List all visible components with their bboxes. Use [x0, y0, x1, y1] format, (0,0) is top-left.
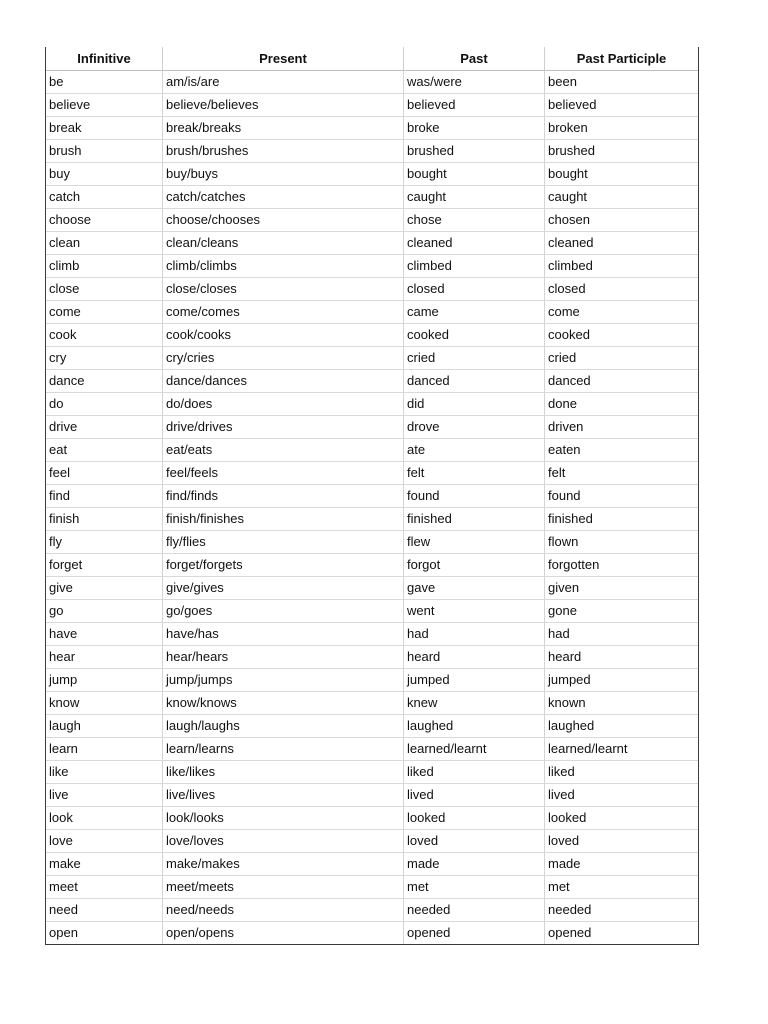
cell-past-participle: cooked: [545, 324, 698, 347]
table-row: [46, 186, 698, 209]
cell-present: make/makes: [163, 853, 404, 876]
cell-infinitive: jump: [46, 669, 163, 692]
cell-past: met: [404, 876, 545, 899]
cell-present: look/looks: [163, 807, 404, 830]
cell-past: danced: [404, 370, 545, 393]
cell-infinitive: know: [46, 692, 163, 715]
cell-past-participle: given: [545, 577, 698, 600]
table-row: [46, 508, 698, 531]
verb-table-sheet: [45, 47, 697, 945]
cell-infinitive: need: [46, 899, 163, 922]
table-row: [46, 393, 698, 416]
cell-infinitive: give: [46, 577, 163, 600]
cell-infinitive: open: [46, 922, 163, 944]
table-row: [46, 853, 698, 876]
cell-infinitive: do: [46, 393, 163, 416]
cell-past-participle: lived: [545, 784, 698, 807]
cell-past-participle: met: [545, 876, 698, 899]
table-row: [46, 117, 698, 140]
cell-infinitive: find: [46, 485, 163, 508]
table-row: [46, 347, 698, 370]
cell-past-participle: closed: [545, 278, 698, 301]
table-row: [46, 577, 698, 600]
table-row: [46, 600, 698, 623]
cell-past: finished: [404, 508, 545, 531]
table-row: [46, 232, 698, 255]
cell-past: made: [404, 853, 545, 876]
cell-past: felt: [404, 462, 545, 485]
column-header-present: Present: [163, 47, 404, 71]
cell-infinitive: look: [46, 807, 163, 830]
cell-present: laugh/laughs: [163, 715, 404, 738]
table-row: [46, 324, 698, 347]
cell-present: buy/buys: [163, 163, 404, 186]
cell-present: clean/cleans: [163, 232, 404, 255]
cell-past: forgot: [404, 554, 545, 577]
cell-past-participle: felt: [545, 462, 698, 485]
cell-present: have/has: [163, 623, 404, 646]
cell-present: learn/learns: [163, 738, 404, 761]
cell-past-participle: danced: [545, 370, 698, 393]
cell-infinitive: make: [46, 853, 163, 876]
cell-infinitive: meet: [46, 876, 163, 899]
cell-present: am/is/are: [163, 71, 404, 94]
cell-past-participle: jumped: [545, 669, 698, 692]
cell-present: know/knows: [163, 692, 404, 715]
table-row: [46, 94, 698, 117]
cell-past: heard: [404, 646, 545, 669]
cell-present: break/breaks: [163, 117, 404, 140]
cell-past-participle: found: [545, 485, 698, 508]
cell-present: fly/flies: [163, 531, 404, 554]
cell-infinitive: be: [46, 71, 163, 94]
cell-infinitive: hear: [46, 646, 163, 669]
cell-present: find/finds: [163, 485, 404, 508]
cell-infinitive: like: [46, 761, 163, 784]
table-row: [46, 830, 698, 853]
cell-present: live/lives: [163, 784, 404, 807]
table-row: [46, 807, 698, 830]
table-row: [46, 462, 698, 485]
cell-infinitive: come: [46, 301, 163, 324]
table-header: [46, 47, 698, 71]
header-row: [46, 47, 698, 71]
cell-infinitive: finish: [46, 508, 163, 531]
cell-past-participle: known: [545, 692, 698, 715]
cell-present: cry/cries: [163, 347, 404, 370]
cell-past: cooked: [404, 324, 545, 347]
cell-present: like/likes: [163, 761, 404, 784]
table-row: [46, 209, 698, 232]
table-row: [46, 416, 698, 439]
cell-infinitive: go: [46, 600, 163, 623]
cell-infinitive: laugh: [46, 715, 163, 738]
cell-past-participle: done: [545, 393, 698, 416]
cell-past-participle: finished: [545, 508, 698, 531]
cell-present: forget/forgets: [163, 554, 404, 577]
column-header-infinitive: Infinitive: [46, 47, 163, 71]
cell-past-participle: heard: [545, 646, 698, 669]
cell-infinitive: break: [46, 117, 163, 140]
cell-infinitive: close: [46, 278, 163, 301]
cell-past: liked: [404, 761, 545, 784]
table-row: [46, 439, 698, 462]
cell-past: came: [404, 301, 545, 324]
column-header-past-participle: Past Participle: [545, 47, 698, 71]
cell-past: climbed: [404, 255, 545, 278]
cell-past: drove: [404, 416, 545, 439]
cell-past: learned/learnt: [404, 738, 545, 761]
cell-infinitive: live: [46, 784, 163, 807]
cell-infinitive: believe: [46, 94, 163, 117]
cell-past-participle: opened: [548, 925, 592, 940]
cell-present: believe/believes: [163, 94, 404, 117]
cell-present: hear/hears: [163, 646, 404, 669]
cell-past-participle: been: [545, 71, 698, 94]
table-row: [46, 692, 698, 715]
cell-past: closed: [404, 278, 545, 301]
cell-infinitive: climb: [46, 255, 163, 278]
cell-past-participle: broken: [545, 117, 698, 140]
table-row: [46, 140, 698, 163]
cell-infinitive: dance: [46, 370, 163, 393]
cell-past: needed: [404, 899, 545, 922]
cell-past-participle: climbed: [545, 255, 698, 278]
cell-infinitive: eat: [46, 439, 163, 462]
cell-infinitive: fly: [46, 531, 163, 554]
table-row: [46, 163, 698, 186]
cell-infinitive: clean: [46, 232, 163, 255]
cell-past-participle: cried: [545, 347, 698, 370]
cell-infinitive: drive: [46, 416, 163, 439]
cell-past: loved: [404, 830, 545, 853]
cell-present: jump/jumps: [163, 669, 404, 692]
cell-present: eat/eats: [163, 439, 404, 462]
cell-infinitive: buy: [46, 163, 163, 186]
table-row: [46, 255, 698, 278]
cell-past: did: [404, 393, 545, 416]
cell-past: was/were: [404, 71, 545, 94]
cell-past-participle: eaten: [545, 439, 698, 462]
cell-past-participle: had: [545, 623, 698, 646]
cell-past: opened: [404, 922, 545, 944]
cell-infinitive: have: [46, 623, 163, 646]
table-row: [46, 646, 698, 669]
cell-infinitive: feel: [46, 462, 163, 485]
cell-infinitive: learn: [46, 738, 163, 761]
cell-past-participle: gone: [545, 600, 698, 623]
cell-past-participle: liked: [545, 761, 698, 784]
table-row: [46, 876, 698, 899]
cell-present: cook/cooks: [163, 324, 404, 347]
cell-present: catch/catches: [163, 186, 404, 209]
cell-past: broke: [404, 117, 545, 140]
cell-past: cried: [404, 347, 545, 370]
cell-present: dance/dances: [163, 370, 404, 393]
cell-past: cleaned: [404, 232, 545, 255]
cell-infinitive: brush: [46, 140, 163, 163]
table-row: [46, 623, 698, 646]
cell-past: brushed: [404, 140, 545, 163]
table-row: [46, 554, 698, 577]
cell-past: went: [404, 600, 545, 623]
cell-past-participle: brushed: [545, 140, 698, 163]
irregular-verbs-table: [45, 47, 699, 945]
cell-past: chose: [404, 209, 545, 232]
cell-past-participle: cleaned: [545, 232, 698, 255]
cell-infinitive: love: [46, 830, 163, 853]
table-row: [46, 278, 698, 301]
cell-past-participle: needed: [545, 899, 698, 922]
cell-present: climb/climbs: [163, 255, 404, 278]
table-row: [46, 531, 698, 554]
cell-present: drive/drives: [163, 416, 404, 439]
column-header-past: Past: [404, 47, 545, 71]
cell-present: give/gives: [163, 577, 404, 600]
table-row: [46, 784, 698, 807]
table-row: [46, 715, 698, 738]
cell-present: finish/finishes: [163, 508, 404, 531]
cell-past-participle: believed: [545, 94, 698, 117]
cell-past: jumped: [404, 669, 545, 692]
cell-past: had: [404, 623, 545, 646]
cell-present: need/needs: [163, 899, 404, 922]
cell-infinitive: cry: [46, 347, 163, 370]
table-row: [46, 761, 698, 784]
cell-past: ate: [404, 439, 545, 462]
table-row: [46, 899, 698, 922]
cell-past-participle: bought: [545, 163, 698, 186]
table-row: [46, 71, 698, 94]
table-row: [46, 301, 698, 324]
table-row: [46, 738, 698, 761]
cell-past: knew: [404, 692, 545, 715]
cell-past-participle: laughed: [545, 715, 698, 738]
cell-past-participle: flown: [545, 531, 698, 554]
cell-present: close/closes: [163, 278, 404, 301]
cell-past-participle: forgotten: [545, 554, 698, 577]
cell-past-participle: chosen: [545, 209, 698, 232]
cell-past-participle: caught: [545, 186, 698, 209]
cell-present: choose/chooses: [163, 209, 404, 232]
table-row: [46, 485, 698, 508]
cell-past-participle: looked: [545, 807, 698, 830]
cell-present: brush/brushes: [163, 140, 404, 163]
cell-past: looked: [404, 807, 545, 830]
cell-past: caught: [404, 186, 545, 209]
cell-past: flew: [404, 531, 545, 554]
cell-past: lived: [404, 784, 545, 807]
cell-past-participle: made: [545, 853, 698, 876]
table-row: [46, 922, 698, 944]
cell-past: bought: [404, 163, 545, 186]
cell-present: love/loves: [163, 830, 404, 853]
cell-present: go/goes: [163, 600, 404, 623]
cell-past: found: [404, 485, 545, 508]
cell-past: laughed: [404, 715, 545, 738]
cell-infinitive: cook: [46, 324, 163, 347]
cell-present: do/does: [163, 393, 404, 416]
table-body: [46, 71, 698, 944]
cell-infinitive: forget: [46, 554, 163, 577]
cell-past-participle: come: [545, 301, 698, 324]
cell-past-participle: learned/learnt: [545, 738, 698, 761]
cell-past-participle: driven: [545, 416, 698, 439]
cell-present: open/opens: [163, 922, 404, 944]
table-row: [46, 370, 698, 393]
cell-past: gave: [404, 577, 545, 600]
cell-past-participle: loved: [545, 830, 698, 853]
cell-past: believed: [404, 94, 545, 117]
cell-infinitive: choose: [46, 209, 163, 232]
cell-present: meet/meets: [163, 876, 404, 899]
cell-infinitive: catch: [46, 186, 163, 209]
cell-present: feel/feels: [163, 462, 404, 485]
table-row: [46, 669, 698, 692]
cell-present: come/comes: [163, 301, 404, 324]
